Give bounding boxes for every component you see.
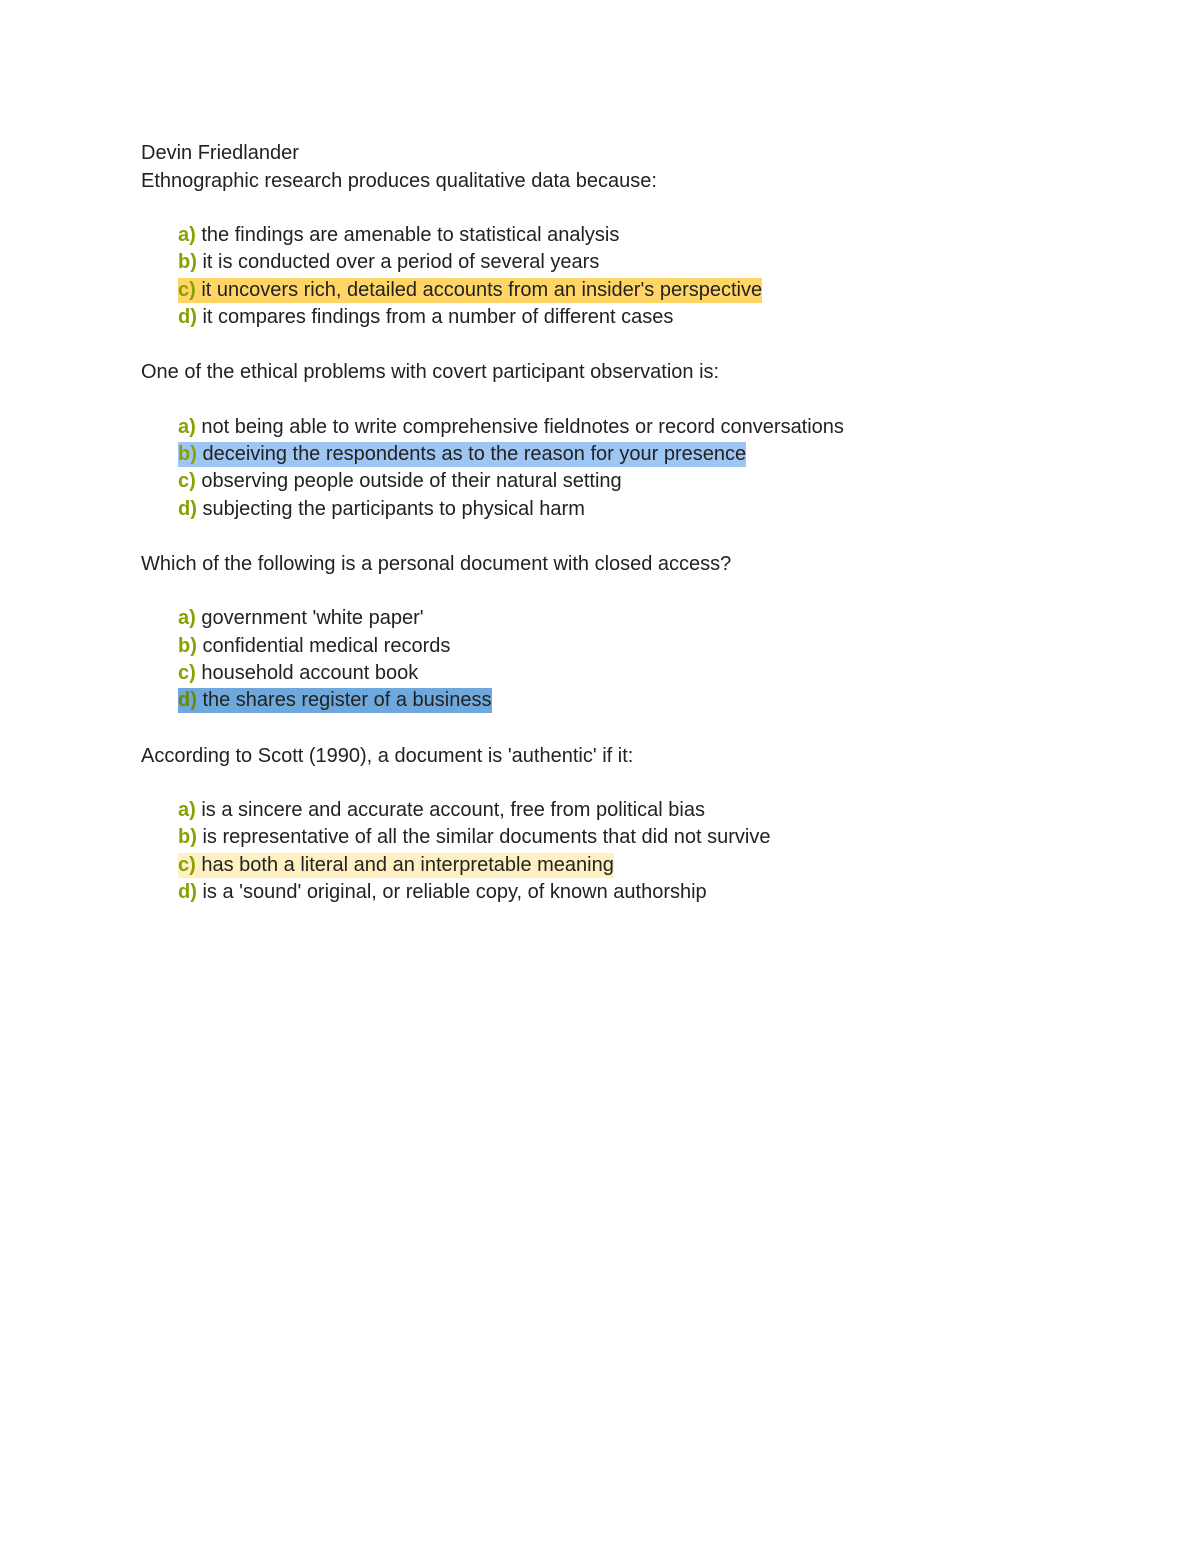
- answer-options: [141, 605, 1141, 714]
- answer-option-d: [178, 879, 1141, 906]
- answer-option-b: [178, 441, 1141, 468]
- question-prompt: One of the ethical problems with covert participant observation is:: [141, 361, 720, 384]
- option-text: household account book: [195, 661, 419, 684]
- option-letter: b): [178, 634, 197, 657]
- answer-option-a: [178, 605, 1141, 632]
- question-block: [141, 168, 1141, 332]
- answer-option-c: [178, 660, 1141, 687]
- option-text: the findings are amenable to statistical analysis: [195, 224, 620, 246]
- question-prompt: Ethnographic research produces qualitative data because:: [141, 169, 657, 192]
- question-block: [141, 359, 1141, 523]
- option-text: confidential medical records: [196, 634, 451, 657]
- option-text: observing people outside of their natural setting: [195, 470, 622, 493]
- answer-option-c: [178, 277, 1141, 304]
- answer-option-d: [178, 304, 1141, 331]
- option-letter: a): [178, 799, 196, 822]
- question-prompt: According to Scott (1990), a document is 'authentic' if it:: [141, 744, 634, 767]
- answer-option-b: [178, 249, 1141, 276]
- answer-highlight: [178, 853, 614, 878]
- answer-option-b: [178, 633, 1141, 660]
- option-letter: b): [178, 442, 197, 465]
- question-block: [141, 551, 1141, 715]
- answer-option-c: [178, 468, 1141, 495]
- option-text: has both a literal and an interpretable meaning: [195, 853, 614, 876]
- question-prompt: Which of the following is a personal document with closed access?: [141, 552, 732, 575]
- answer-option-a: [178, 222, 1141, 249]
- option-letter: c): [178, 853, 196, 876]
- option-text: it compares findings from a number of different cases: [196, 305, 674, 328]
- option-letter: d): [178, 689, 197, 712]
- option-text: is representative of all the similar documents that did not survive: [196, 826, 771, 849]
- option-letter: a): [178, 415, 196, 438]
- answer-option-d: [178, 496, 1141, 523]
- answer-options: [141, 414, 1141, 523]
- option-text: subjecting the participants to physical harm: [196, 497, 585, 520]
- question-block: [141, 743, 1141, 907]
- option-text: it is conducted over a period of several years: [196, 251, 600, 274]
- option-letter: d): [178, 880, 197, 903]
- author-name: Devin Friedlander: [141, 142, 299, 164]
- document-page: [141, 140, 1141, 906]
- answer-option-d: [178, 687, 1141, 714]
- answer-options: [141, 222, 1141, 331]
- option-text: deceiving the respondents as to the reason for your presence: [196, 442, 747, 465]
- answer-option-a: [178, 797, 1141, 824]
- answer-highlight: [178, 442, 746, 467]
- option-text: is a sincere and accurate account, free from political bias: [195, 799, 705, 822]
- option-letter: a): [178, 607, 196, 630]
- option-letter: d): [178, 305, 197, 328]
- option-text: it uncovers rich, detailed accounts from an insider's perspective: [195, 278, 763, 301]
- answer-highlight: [178, 688, 492, 713]
- option-letter: c): [178, 470, 196, 493]
- option-text: the shares register of a business: [196, 689, 492, 712]
- answer-option-a: [178, 414, 1141, 441]
- answer-highlight: [178, 278, 762, 303]
- option-letter: a): [178, 224, 196, 246]
- option-letter: b): [178, 826, 197, 849]
- option-letter: c): [178, 278, 196, 301]
- option-letter: d): [178, 497, 197, 520]
- answer-option-c: [178, 852, 1141, 879]
- option-letter: c): [178, 661, 196, 684]
- option-text: is a 'sound' original, or reliable copy, of known authorship: [196, 880, 707, 903]
- answer-option-b: [178, 824, 1141, 851]
- option-letter: b): [178, 251, 197, 274]
- option-text: government 'white paper': [195, 607, 424, 630]
- option-text: not being able to write comprehensive fieldnotes or record conversations: [195, 415, 844, 438]
- answer-options: [141, 797, 1141, 906]
